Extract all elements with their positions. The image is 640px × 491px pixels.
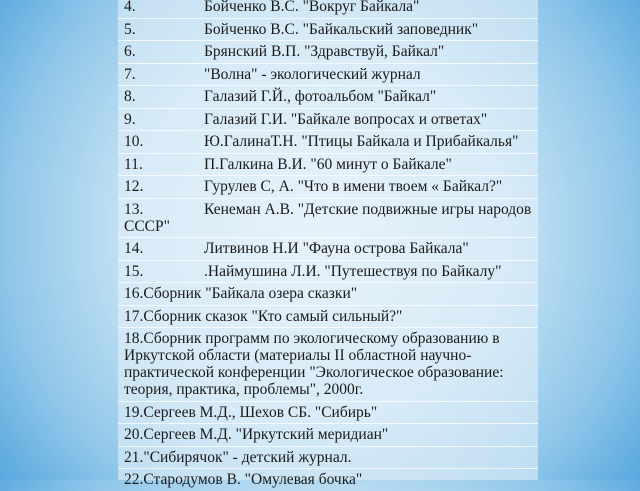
reference-list [124,0,554,491]
list-item [124,40,554,63]
list-item-number: 14. [124,240,144,257]
list-item-text: П.Галкина В.И. "60 минут о Байкале" [204,155,452,173]
list-item-text: Гурулев С, А. "Что в имени твоем « Байкал?" [204,178,503,195]
row-separator [118,327,538,328]
list-item [124,130,554,153]
row-separator [118,85,538,86]
list-item-number: 11. [124,155,143,173]
row-separator [118,468,538,469]
row-separator [118,423,538,424]
row-separator [118,401,538,402]
list-item-text: 21."Сибирячок" - детский журнал. [124,448,352,466]
list-item [124,153,554,176]
list-item [124,305,554,328]
row-separator [118,260,538,261]
list-item-text: 17.Сборник сказок "Кто самый сильный?" [124,307,403,325]
row-separator [118,108,538,109]
row-separator [118,153,538,154]
row-separator [118,305,538,306]
list-item-text: "Волна" - экологический журнал [204,65,421,83]
list-item [124,446,554,469]
row-separator [118,63,538,64]
list-item-number: 12. [124,178,144,195]
list-item-text: 18.Сборник программ по экологическому образованию в Иркутской области (материалы II областной научно-практической конференции "Экологическое образование: теория, практика, проблемы", 2000г. [124,330,504,398]
list-item [124,18,554,41]
row-separator [118,130,538,131]
row-separator [118,446,538,447]
list-item [124,175,554,198]
list-item [124,198,554,238]
list-item [124,237,554,260]
list-item-number: 13. [124,200,144,218]
list-item-number: 8. [124,88,136,105]
list-item-text: Галазий Г.Й., фотоальбом "Байкал" [204,88,437,105]
list-item-text: .Наймушина Л.И. "Путешествуя по Байкалу" [204,262,502,280]
list-item-number: 15. [124,262,144,280]
list-item [124,108,554,131]
list-item-text: Бойченко В.С. "Вокруг Байкала" [204,0,420,15]
list-item [124,85,554,108]
list-item-text: Ю.ГалинаТ.Н. "Птицы Байкала и Прибайкалья" [204,133,519,150]
list-item-text: 19.Сергеев М.Д., Шехов СБ. "Сибирь" [124,403,378,421]
list-item-number: 10. [124,133,144,150]
list-item-text: 16.Сборник "Байкала озера сказки" [124,285,358,302]
list-item-text: Кенеман А.В. "Детские подвижные игры народов [204,200,532,218]
list-item-text: 22.Стародумов В. "Омулевая бочка" [124,471,363,488]
list-item [124,260,554,283]
list-item-number: 6. [124,43,136,60]
list-item-text-continued: СССР" [124,217,170,235]
list-item-number: 4. [124,0,136,15]
list-item [124,63,554,86]
list-item-text: Брянский В.П. "Здравствуй, Байкал" [204,43,445,60]
list-item-text: Галазий Г.И. "Байкале вопросах и ответах" [204,110,488,128]
row-separator [118,198,538,199]
row-separator [118,175,538,176]
list-item-text: 20.Сергеев М.Д. "Иркутский меридиан" [124,426,389,443]
list-item-number: 7. [124,65,136,83]
list-item [124,468,554,491]
list-item-text: Литвинов Н.И "Фауна острова Байкала" [204,240,469,257]
row-separator [118,237,538,238]
list-item-text: Бойченко В.С. "Байкальский заповедник" [204,20,479,38]
row-separator [118,18,538,19]
row-separator [118,282,538,283]
list-item-number: 5. [124,20,136,38]
list-item [124,282,554,305]
list-item [124,327,554,401]
list-item-number: 9. [124,110,136,128]
list-item [124,401,554,424]
list-item [124,0,554,18]
row-separator [118,40,538,41]
list-item [124,423,554,446]
